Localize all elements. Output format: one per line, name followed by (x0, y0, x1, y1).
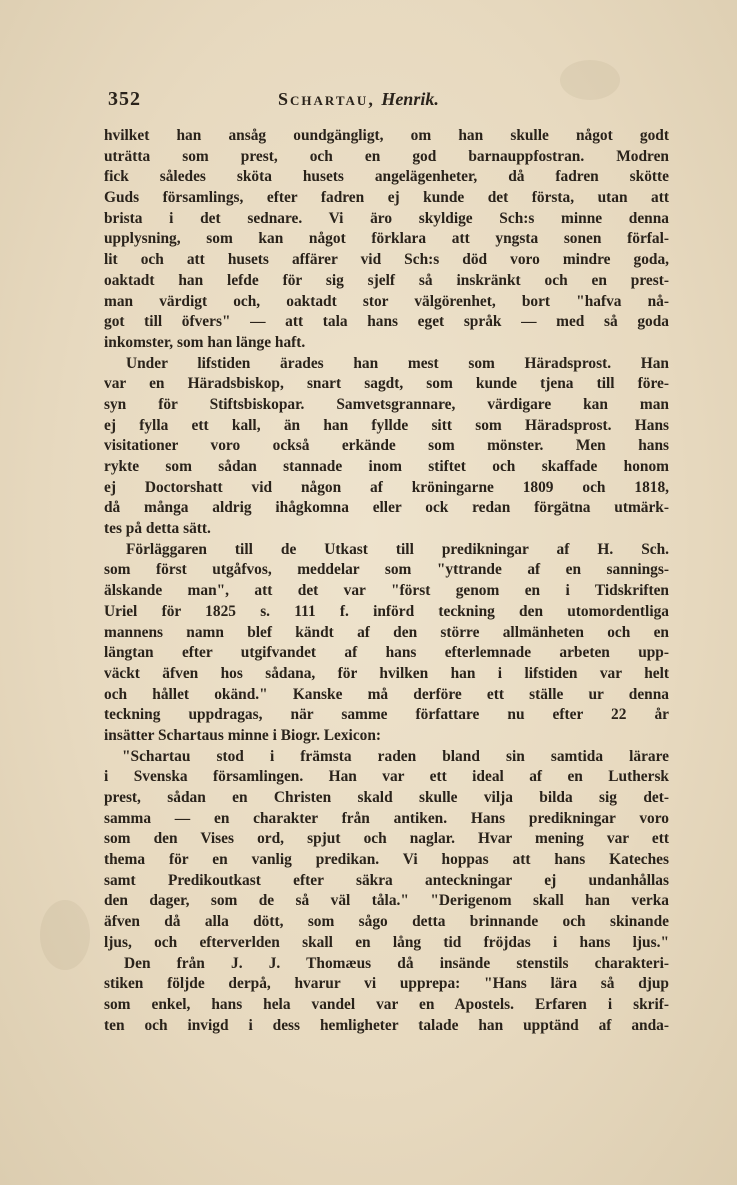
text-line: och hållet okänd." Kanske må derföre ett ställe ur denna (104, 685, 669, 703)
text-line: fick således sköta husets angelägenheter, då fadren skötte (104, 168, 669, 186)
text-line: brista i det sednare. Vi äro skyldige Sch:s minne denna (104, 209, 669, 227)
text-line: man värdigt och, oaktadt stor välgörenhet, bort "hafva nå- (104, 292, 669, 310)
text-line: teckning uppdragas, när samme författare nu efter 22 år (104, 706, 669, 724)
text-line: rykte som sådan stannade inom stiftet och skaffade honom (104, 458, 669, 475)
text-line: "Schartau stod i främsta raden bland sin samtida lärare (122, 747, 669, 765)
text-line: uträtta som prest, och en god barnauppfostran. Modren (104, 147, 669, 165)
text-line: Den från J. J. Thomæus då insände stenstils charakteri- (124, 954, 669, 972)
running-head-surname: Schartau, (278, 89, 375, 109)
text-line: ej fylla ett kall, än han fyllde sitt som Häradsprost. Hans (104, 416, 669, 434)
text-line: längtan efter utgifvandet af hans efterlemnade arbeten upp- (104, 644, 669, 662)
text-line: var en Häradsbiskop, snart sagdt, som kunde tjena till före- (104, 375, 669, 393)
text-line: Uriel för 1825 s. 111 f. införd teckning den utomordentliga (104, 602, 669, 620)
text-line: lit och att husets affärer vid Sch:s död voro mindre goda, (104, 251, 669, 269)
text-line: väckt äfven hos sådana, för hvilken han i lifstiden var helt (104, 664, 669, 682)
running-head (278, 89, 439, 110)
text-line: ten och invigd i dess hemligheter talade han upptänd af anda- (104, 1016, 669, 1034)
text-line: Under lifstiden ärades han mest som Häradsprost. Han (126, 354, 669, 372)
text-line: då många aldrig ihågkomna eller ock redan förgätna utmärk- (104, 499, 669, 517)
text-line: insätter Schartaus minne i Biogr. Lexicon: (104, 726, 382, 744)
page-header (108, 88, 668, 114)
text-line: Förläggaren till de Utkast till predikningar af H. Sch. (126, 540, 669, 558)
text-line: i Svenska församlingen. Han var ett ideal af en Luthersk (104, 768, 669, 786)
text-line: mannens namn blef kändt af den större allmänheten och en (104, 623, 669, 641)
text-line: visitationer voro också erkände som mönster. Men hans (104, 437, 669, 455)
text-line: ej Doctorshatt vid någon af kröningarne 1809 och 1818, (104, 478, 669, 496)
text-line: stiken följde derpå, hvarur vi upprepa: "Hans lära så djup (104, 975, 669, 993)
text-line: Guds församlings, efter fadren ej kunde det första, utan att (104, 189, 669, 207)
text-line: äfven då alla dött, som sågo detta brinnande och skinande (104, 913, 669, 931)
text-line: som enkel, hans hela vandel var en Apostels. Erfaren i skrif- (104, 995, 669, 1013)
text-line: samt Predikoutkast efter säkra anteckningar ej undanhållas (104, 871, 669, 889)
text-line: hvilket han ansåg oundgängligt, om han skulle något godt (104, 127, 669, 144)
text-line: samma — en charakter från antiken. Hans predikningar voro (104, 809, 669, 827)
text-line: ljus, och efterverlden skall en lång tid fröjdas i hans ljus." (104, 933, 669, 951)
running-head-given-name: Henrik. (381, 89, 439, 109)
text-line: syn för Stiftsbiskopar. Samvetsgrannare, värdigare kan man (104, 395, 669, 413)
text-line: upplysning, som kan något förklara att yngsta sonen förfal- (104, 230, 669, 248)
text-line: som först utgåfvos, meddelar som "yttrande af en sannings- (104, 561, 669, 579)
text-line: tes på detta sätt. (104, 520, 211, 538)
text-line: som den Vises ord, spjut och naglar. Hvar mening var ett (104, 830, 669, 848)
body-text (104, 126, 669, 1036)
text-line: got till öfvers" — att tala hans eget språk — med så goda (104, 313, 669, 331)
paper-stain (40, 900, 90, 970)
text-line: prest, sådan en Christen skald skulle vilja bilda sig det- (104, 789, 669, 806)
text-line: thema för en vanlig predikan. Vi hoppas att hans Kateches (104, 851, 669, 869)
text-line: älskande man", att det var "först genom en i Tidskriften (104, 582, 669, 600)
text-line: oaktadt han lefde för sig sjelf så inskränkt och en prest- (104, 271, 669, 289)
page-number: 352 (108, 88, 141, 110)
text-line: inkomster, som han länge haft. (104, 333, 306, 351)
text-line: den dager, som de så väl tåla." "Derigenom skall han verka (104, 892, 669, 910)
